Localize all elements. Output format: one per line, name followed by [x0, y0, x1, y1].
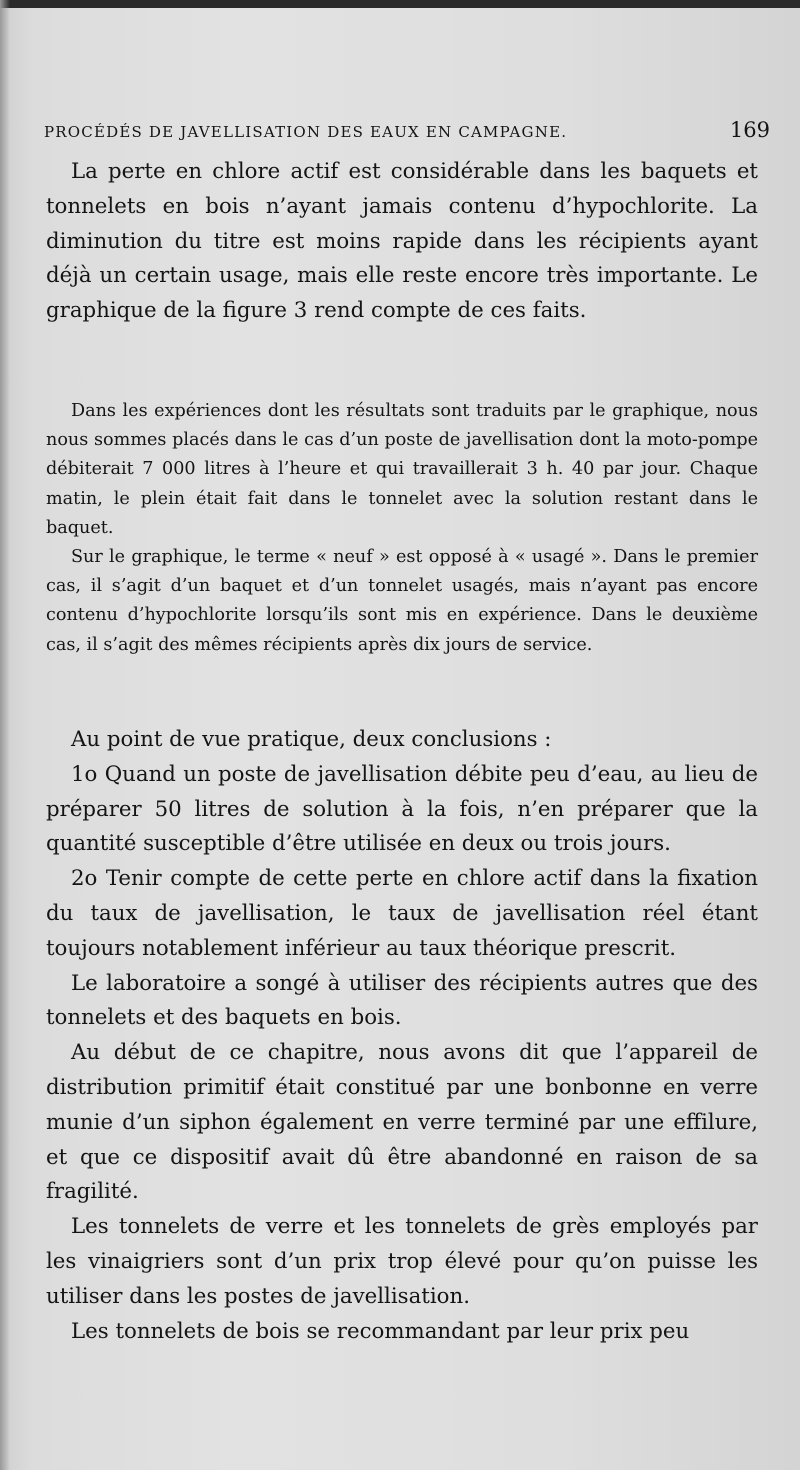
- paragraph: Au début de ce chapitre, nous avons dit que l’appareil de distribution primitif était constitué par une bonbonne en verre munie d’un siphon également en verre terminé par une effilure, et que ce dispositif avait dû être abandonné en raison de sa fragilité.: [46, 1040, 758, 1205]
- small-print-note: [46, 397, 758, 660]
- paragraph: 2o Tenir compte de cette perte en chlore actif dans la fixation du taux de javellisation, le taux de javellisation réel étant toujours notablement inférieur au taux théorique prescrit.: [46, 866, 758, 961]
- paragraph: 1o Quand un poste de javellisation débite peu d’eau, au lieu de préparer 50 litres de solution à la fois, n’en préparer que la quantité susceptible d’être utilisée en deux ou trois jours.: [46, 761, 758, 857]
- paragraph: Les tonnelets de verre et les tonnelets de grès employés par les vinaigriers sont d’un prix trop élevé pour qu’on puisse les utiliser dans les postes de javellisation.: [46, 1214, 758, 1309]
- body-text-conclusions: [46, 723, 758, 1349]
- paragraph: Le laboratoire a songé à utiliser des récipients autres que des tonnelets et des baquets en bois.: [46, 970, 758, 1031]
- paragraph: Au point de vue pratique, deux conclusions :: [71, 727, 552, 752]
- note-paragraph: Sur le graphique, le terme « neuf » est opposé à « usagé ». Dans le premier cas, il s’agit d’un baquet et d’un tonnelet usagés, mais n’ayant pas encore contenu d’hypochlorite lorsqu’ils sont mis en expérience. Dans le deuxième cas, il s’agit des mêmes récipients après dix jours de service.: [46, 547, 758, 655]
- running-title: PROCÉDÉS DE JAVELLISATION DES EAUX EN CAMPAGNE.: [44, 123, 568, 141]
- page-header: [44, 118, 770, 142]
- page-number: 169: [729, 118, 770, 142]
- paragraph: Les tonnelets de bois se recommandant par leur prix peu: [71, 1318, 690, 1344]
- note-paragraph: Dans les expériences dont les résultats sont traduits par le graphique, nous nous sommes placés dans le cas d’un poste de javellisation dont la moto-pompe débiterait 7 000 litres à l’heure et qui travaillerait 3 h. 40 par jour. Chaque matin, le plein était fait dans le tonnelet avec la solution restant dans le baquet.: [46, 401, 758, 538]
- scan-top-edge: [0, 0, 800, 8]
- paragraph: La perte en chlore actif est considérable dans les baquets et tonnelets en bois n’ayant jamais contenu d’hypochlorite. La diminution du titre est moins rapide dans les récipients ayant déjà un certain usage, mais elle reste encore très importante. Le graphique de la figure 3 rend compte de ces faits.: [46, 159, 758, 324]
- scan-left-shadow: [0, 0, 10, 1470]
- body-text-intro: [46, 155, 758, 329]
